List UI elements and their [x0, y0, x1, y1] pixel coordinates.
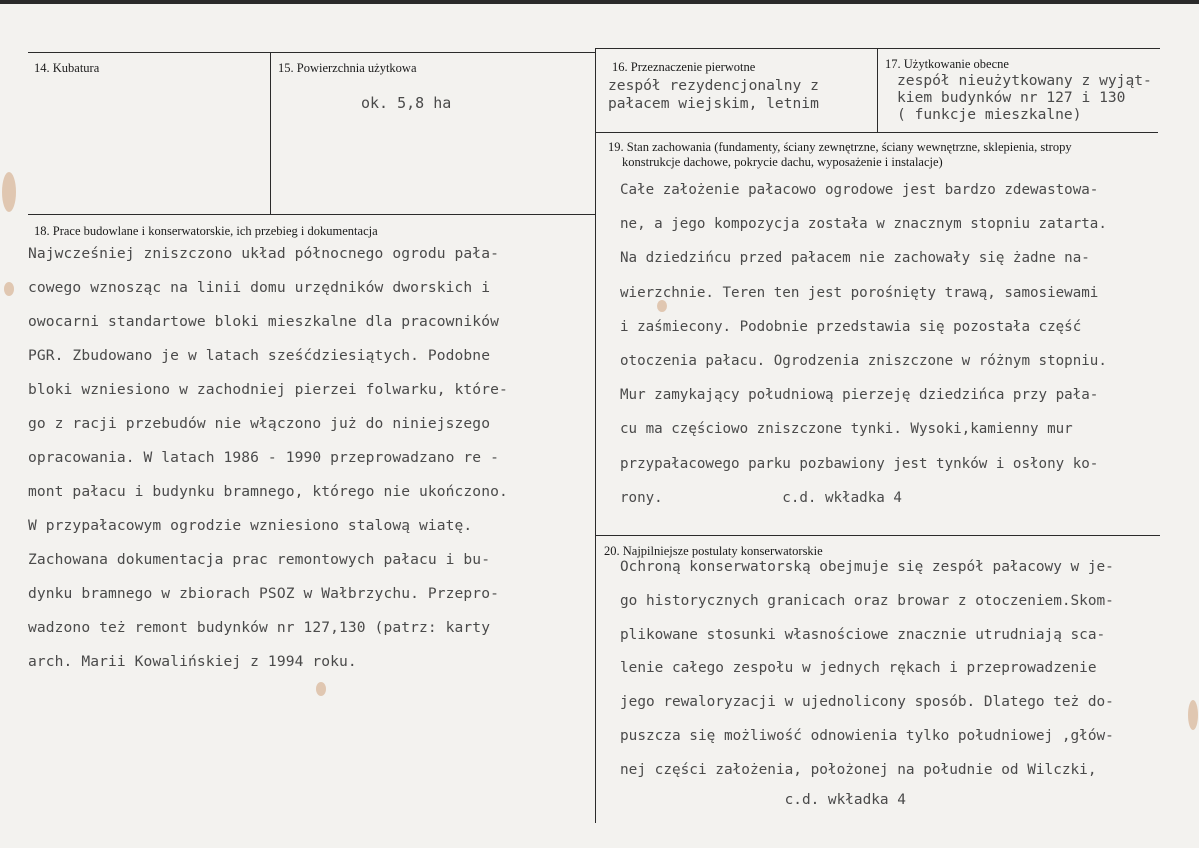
field-15-label: 15. Powierzchnia użytkowa — [278, 61, 417, 75]
field-17-text — [897, 72, 1152, 123]
field-19-line: wierzchnie. Teren ten jest porośnięty trawą, samosiewami — [620, 284, 1099, 301]
field-19-label: 19. Stan zachowania (fundamenty, ściany zewnętrzne, ściany wewnętrzne, sklepienia, stropy — [608, 140, 1072, 154]
field-18-line: cowego wznosząc na linii domu urzędników dworskich i — [28, 279, 491, 296]
field-19-line: ne, a jego kompozycja została w znacznym stopniu zatarta. — [620, 216, 1107, 233]
field-19-line: przypałacowego parku pozbawiony jest tynków i osłony ko- — [620, 455, 1099, 472]
field-18-line: go z racji przebudów nie włączono już do niniejszego — [28, 415, 491, 432]
field-19-line: Całe założenie pałacowo ogrodowe jest bardzo zdewastowa- — [620, 182, 1099, 198]
field-19-text — [620, 173, 1107, 515]
field-20-line: jego rewaloryzacji w ujednolicony sposób. Dlatego też do- — [620, 694, 1114, 711]
field-19-line: cu ma częściowo zniszczone tynki. Wysoki,kamienny mur — [620, 421, 1073, 438]
field-17-line: zespół nieużytkowany z wyjąt- — [897, 72, 1152, 89]
field-17-line: ( funkcje mieszkalne) — [897, 106, 1082, 123]
field-14-label: 14. Kubatura — [34, 61, 100, 75]
field-19-label-cont: konstrukcje dachowe, pokrycie dachu, wyposażenie i instalacje) — [622, 155, 943, 169]
field-20-line: go historycznych granicach oraz browar z otoczeniem.Skom- — [620, 592, 1114, 609]
field-18-line: PGR. Zbudowano je w latach sześćdziesiątych. Podobne — [28, 347, 491, 364]
stain-mark — [4, 282, 14, 296]
field-19-line: otoczenia pałacu. Ogrodzenia zniszczone w różnym stopniu. — [620, 353, 1107, 370]
field-20-label: 20. Najpilniejsze postulaty konserwatorskie — [604, 544, 823, 558]
field-18-line: arch. Marii Kowalińskiej z 1994 roku. — [28, 653, 357, 670]
field-18-line: wadzono też remont budynków nr 127,130 (patrz: karty — [28, 619, 491, 636]
field-20-line: Ochroną konserwatorską obejmuje się zespół pałacowy w je- — [620, 559, 1114, 575]
field-20-text — [620, 551, 1114, 812]
field-16-line: pałacem wiejskim, letnim — [608, 95, 819, 112]
field-20-line: plikowane stosunki własnościowe znacznie utrudniają sca- — [620, 626, 1106, 643]
grid-line — [595, 535, 1160, 536]
field-17-line: kiem budynków nr 127 i 130 — [897, 89, 1126, 106]
field-15-value: ok. 5,8 ha — [361, 94, 452, 112]
grid-line — [270, 52, 271, 214]
field-16-text — [608, 77, 819, 113]
grid-line — [595, 48, 596, 823]
field-18-line: mont pałacu i budynku bramnego, którego nie ukończono. — [28, 483, 508, 500]
grid-line — [877, 48, 878, 132]
field-20-line: nej części założenia, położonej na południe od Wilczki, — [620, 761, 1097, 778]
field-18-label: 18. Prace budowlane i konserwatorskie, ich przebieg i dokumentacja — [34, 224, 378, 238]
field-19-line: i zaśmiecony. Podobnie przedstawia się pozostała część — [620, 318, 1082, 335]
stain-mark — [2, 172, 16, 212]
field-19-line: Mur zamykający południową pierzeję dziedzińca przy pała- — [620, 387, 1099, 404]
field-16-line: zespół rezydencjonalny z — [608, 77, 819, 94]
field-18-line: opracowania. W latach 1986 - 1990 przeprowadzano re - — [28, 449, 499, 466]
stain-mark — [316, 682, 326, 696]
field-16-label: 16. Przeznaczenie pierwotne — [612, 60, 756, 74]
field-18-line: bloki wzniesiono w zachodniej pierzei folwarku, które- — [28, 381, 508, 398]
card-top-edge — [0, 0, 1199, 4]
field-18-line: owocarni standartowe bloki mieszkalne dla pracowników — [28, 313, 499, 330]
field-20-line: puszcza się możliwość odnowienia tylko południowej ,głów- — [620, 727, 1114, 744]
field-18-line: W przypałacowym ogrodzie wzniesiono stalową wiatę. — [28, 517, 473, 534]
grid-line — [28, 214, 595, 215]
field-18-text — [28, 237, 508, 679]
stain-mark — [1188, 700, 1198, 730]
grid-line — [595, 132, 1158, 133]
field-19-line: Na dziedzińcu przed pałacem nie zachowały się żadne na- — [620, 250, 1090, 267]
field-18-line: Najwcześniej zniszczono układ północnego ogrodu pała- — [28, 245, 499, 262]
field-19-line: rony. c.d. wkładka 4 — [620, 489, 902, 506]
field-18-line: Zachowana dokumentacja prac remontowych pałacu i bu- — [28, 551, 491, 568]
grid-line — [28, 52, 595, 53]
field-20-line: lenie całego zespołu w jednych rękach i przeprowadzenie — [620, 660, 1097, 677]
field-20-line: c.d. wkładka 4 — [620, 791, 906, 808]
field-17-label: 17. Użytkowanie obecne — [885, 57, 1009, 71]
field-18-line: dynku bramnego w zbiorach PSOZ w Wałbrzychu. Przepro- — [28, 585, 499, 602]
